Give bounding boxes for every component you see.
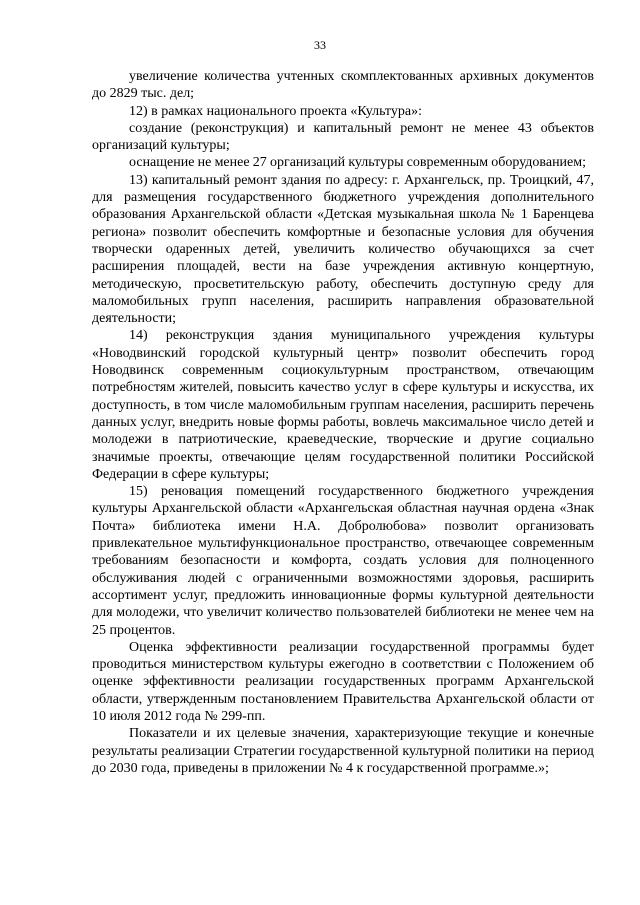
paragraph-item-12: 12) в рамках национального проекта «Культура»: — [129, 103, 422, 119]
paragraph-item-13: 13) капитальный ремонт здания по адресу: г. Архангельск, пр. Троицкий, 47, для размещения государственного бюджетного учреждения дополнительного образования Архангельской области «Детская музыкальная школа № 1 Баренцева региона» позволит обеспечить комфортные и безопасные условия для обучения творчески одаренных детей, увеличить количество обучающихся за счет расширения площадей, вести на базе учреждения активную концертную, методическую, просветительскую работу, обеспечить доступную среду для маломобильных групп населения, расширить направления образовательной деятельности; — [92, 172, 594, 327]
paragraph-efficiency-assessment: Оценка эффективности реализации государственной программы будет проводиться министерством культуры ежегодно в соответствии с Положением об оценке эффективности реализации государственных программ Архангельской области, утвержденным постановлением Правительства Архангельской области от 10 июля 2012 года № 299-пп. — [92, 639, 594, 724]
paragraph-item-15: 15) реновация помещений государственного бюджетного учреждения культуры Архангельской области «Архангельская областная научная ордена «Знак Почта» библиотека имени Н.А. Добролюбова» позволит организовать привлекательное мультифункциональное пространство, отвечающее современным требованиям безопасности и комфорта, создать условия для полноценного обслуживания людей с ограниченными возможностями здоровья, расширить ассортимент услуг, предложить инновационные формы культурной деятельности для молодежи, что увеличит количество пользователей библиотеки не менее чем на 25 процентов. — [92, 484, 594, 638]
paragraph-archive-documents: увеличение количества учтенных скомплектованных архивных документов до 2829 тыс. дел; — [92, 69, 594, 102]
paragraph-equipment: оснащение не менее 27 организаций культуры современным оборудованием; — [129, 155, 587, 171]
paragraph-indicators: Показатели и их целевые значения, характеризующие текущие и конечные результаты реализации Стратегии государственной культурной политики на период до 2030 года, приведены в приложении № 4 к государственной программе.»; — [92, 726, 594, 776]
paragraph-reconstruction: создание (реконструкция) и капитальный ремонт не менее 43 объектов организаций культуры; — [92, 120, 594, 154]
document-body — [92, 68, 594, 777]
page-number: 33 — [314, 38, 326, 52]
paragraph-item-14: 14) реконструкция здания муниципального учреждения культуры «Новодвинский городской культурный центр» позволит обеспечить город Новодвинск современным социокультурным пространством, отвечающим потребностям жителей, повысить качество услуг в сфере культуры и искусства, их доступность, в том числе маломобильным группам населения, расширить перечень данных услуг, внедрить новые формы работы, вовлечь максимальное число детей и молодежи в патриотические, краеведческие, творческие и другие социально значимые проекты, отвечающие целям государственной политики Российской Федерации в сфере культуры; — [92, 328, 594, 482]
